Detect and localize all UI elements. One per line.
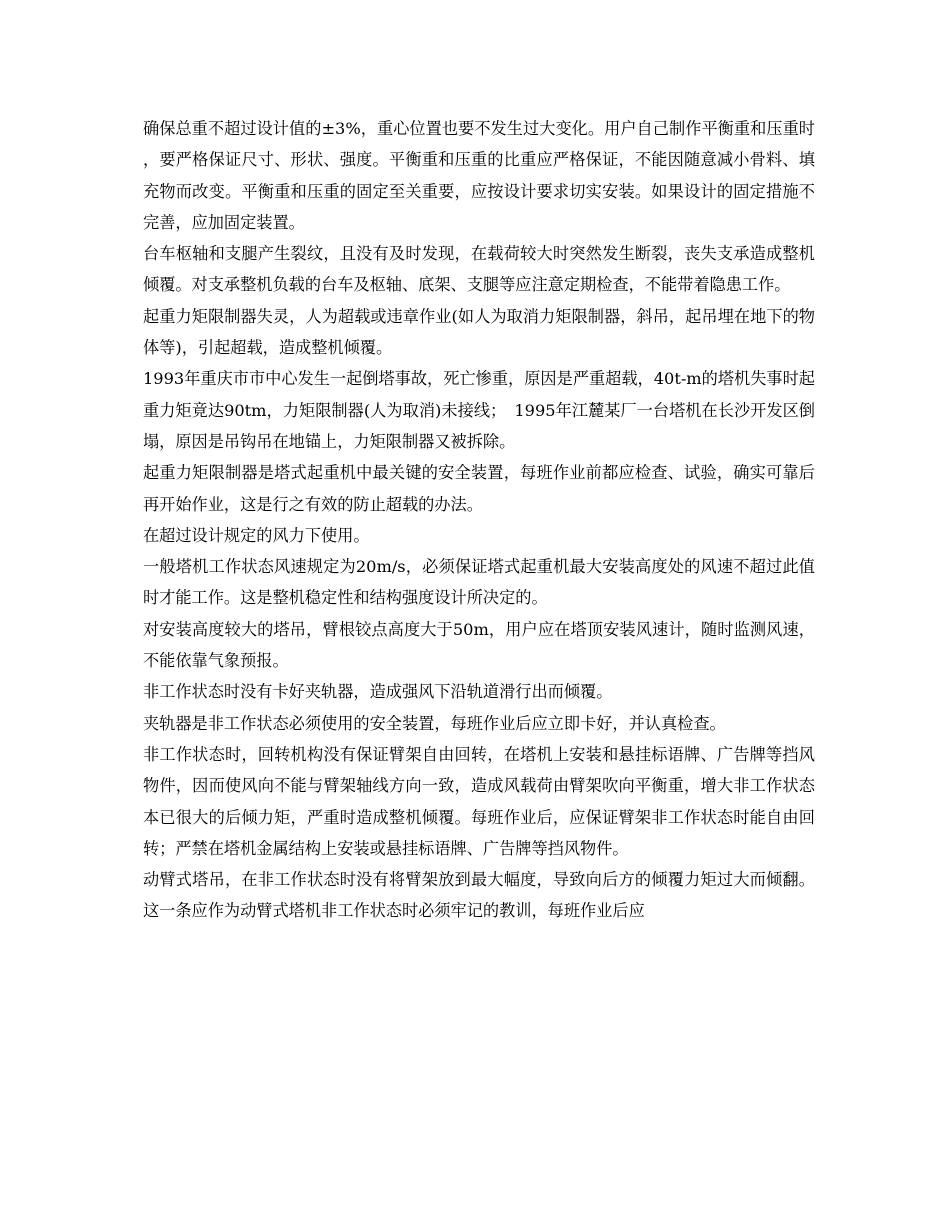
paragraph-4: 1993年重庆市市中心发生一起倒塔事故，死亡惨重，原因是严重超载，40t-m的塔机失事时起重力矩竟达90tm，力矩限制器(人为取消)未接线； 1995年江麓某厂一台塔机在长沙开发区倒塌，原因是吊钩吊在地锚上，力矩限制器又被拆除。	[143, 369, 815, 451]
paragraph-1: 确保总重不超过设计值的±3%，重心位置也要不发生过大变化。用户自己制作平衡重和压重时，要严格保证尺寸、形状、强度。平衡重和压重的比重应严格保证，不能因随意减小骨料、填充物而改变。平衡重和压重的固定至关重要，应按设计要求切实安装。如果设计的固定措施不完善，应加固定装置。	[143, 119, 815, 232]
paragraph-9: 非工作状态时没有卡好夹轨器，造成强风下沿轨道滑行出而倾覆。	[143, 682, 613, 702]
paragraph-7: 一般塔机工作状态风速规定为20m/s，必须保证塔式起重机最大安装高度处的风速不超过此值时才能工作。这是整机稳定性和结构强度设计所决定的。	[143, 557, 815, 608]
paragraph-6: 在超过设计规定的风力下使用。	[143, 525, 370, 545]
document-body	[143, 113, 815, 927]
paragraph-12: 动臂式塔吊，在非工作状态时没有将臂架放到最大幅度，导致向后方的倾覆力矩过大而倾翻。这一条应作为动臂式塔机非工作状态时必须牢记的教训，每班作业后应	[143, 870, 815, 921]
paragraph-5: 起重力矩限制器是塔式起重机中最关键的安全装置，每班作业前都应检查、试验，确实可靠后再开始作业，这是行之有效的防止超载的办法。	[143, 463, 815, 514]
paragraph-3: 起重力矩限制器失灵，人为超载或违章作业(如人为取消力矩限制器，斜吊，起吊埋在地下的物体等)，引起超载，造成整机倾覆。	[143, 306, 815, 358]
paragraph-10: 夹轨器是非工作状态必须使用的安全装置，每班作业后应立即卡好，并认真检查。	[143, 713, 726, 733]
paragraph-11: 非工作状态时，回转机构没有保证臂架自由回转，在塔机上安装和悬挂标语牌、广告牌等挡风物件，因而使风向不能与臂架轴线方向一致，造成风载荷由臂架吹向平衡重，增大非工作状态本已很大的后倾力矩，严重时造成整机倾覆。每班作业后，应保证臂架非工作状态时能自由回转；严禁在塔机金属结构上安装或悬挂标语牌、广告牌等挡风物件。	[143, 744, 815, 858]
paragraph-8: 对安装高度较大的塔吊，臂根铰点高度大于50m，用户应在塔顶安装风速计，随时监测风速，不能依靠气象预报。	[143, 619, 815, 671]
paragraph-2: 台车枢轴和支腿产生裂纹，且没有及时发现，在载荷较大时突然发生断裂，丧失支承造成整机倾覆。对支承整机负载的台车及枢轴、底架、支腿等应注意定期检查，不能带着隐患工作。	[143, 244, 815, 295]
